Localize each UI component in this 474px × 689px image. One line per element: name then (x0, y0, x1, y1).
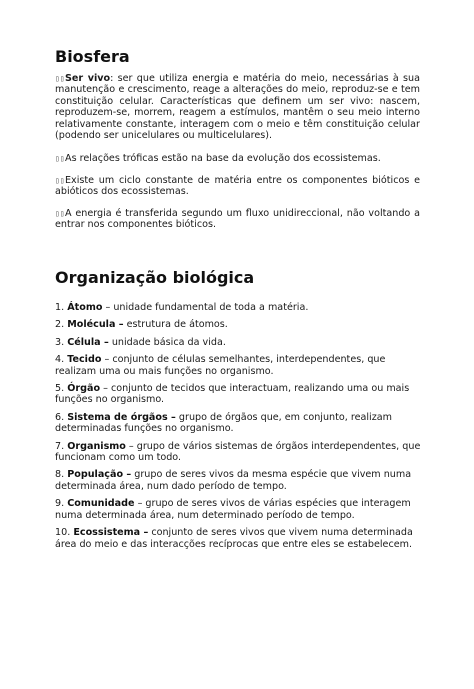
item-number: 9. (55, 498, 65, 510)
item-term: Átomo (67, 302, 103, 313)
bullet-glyph: ▯▯ (55, 154, 65, 163)
item-description: – grupo de seres vivos de várias espécies que interagem numa determinada área, num determinado período de tempo. (55, 498, 411, 521)
item-term: Ecossistema – (73, 527, 149, 539)
paragraph-text: As relações tróficas estão na base da evolução dos ecossistemas. (65, 153, 381, 164)
section-title-biosfera: Biosfera (55, 47, 130, 66)
list-item (55, 527, 425, 550)
paragraph-relacoes-troficas (55, 153, 420, 164)
paragraph-energia (55, 208, 420, 231)
item-description: – conjunto de tecidos que interactuam, realizando uma ou mais funções no organismo. (55, 383, 410, 406)
item-description: unidade básica da vida. (108, 336, 226, 348)
item-description: conjunto de seres vivos que vivem numa determinada área do meio e das interacções recíprocas que entre eles se estabelecem. (55, 527, 413, 550)
paragraph-text: A energia é transferida segundo um fluxo unidireccional, não voltando a entrar nos componentes bióticos. (55, 208, 420, 231)
item-description: – conjunto de células semelhantes, interdependentes, que realizam uma ou mais funções no organismo. (55, 354, 386, 377)
item-description: grupo de órgãos que, em conjunto, realizam determinadas funções no organismo. (55, 411, 392, 435)
item-number: 2. (55, 319, 65, 331)
item-number: 5. (55, 383, 65, 395)
item-description: grupo de seres vivos da mesma espécie que vivem numa determinada área, num dado período de tempo. (55, 469, 412, 492)
item-number: 7. (55, 440, 65, 452)
bullet-glyph: ▯▯ (55, 176, 65, 185)
item-number: 8. (55, 469, 65, 481)
list-item (55, 498, 425, 521)
paragraph-text: : ser que utiliza energia e matéria do meio, necessárias à sua manutenção e crescimento, reage a alterações do meio, reproduz-se e tem constituição celular. Características que definem um ser vivo: nascem, reproduzem-se, morrem, reagem a estímulos, mantêm o seu meio interno relativamente constante, interagem com o meio e têm constituição celular (podendo ser unicelulares ou multicelulares). (55, 73, 420, 142)
list-item (55, 302, 425, 313)
item-term: População – (67, 469, 132, 481)
list-item (55, 441, 425, 464)
item-number: 4. (55, 354, 65, 366)
item-term: Sistema de órgãos – (67, 411, 176, 423)
item-number: 10. (55, 527, 71, 539)
item-number: 6. (55, 411, 65, 423)
paragraph-ser-vivo (55, 73, 420, 141)
item-number: 1. (55, 302, 65, 313)
paragraph-ciclo-materia (55, 175, 420, 198)
term-ser-vivo: Ser vivo (65, 73, 111, 84)
item-term: Organismo (67, 440, 126, 452)
organization-levels-list (55, 302, 425, 556)
bullet-glyph: ▯▯ (55, 209, 65, 218)
list-item (55, 412, 425, 435)
list-item (55, 337, 425, 348)
item-number: 3. (55, 336, 65, 348)
list-item (55, 319, 425, 330)
list-item (55, 354, 425, 377)
list-item (55, 383, 425, 406)
bullet-glyph: ▯▯ (55, 74, 65, 83)
item-term: Comunidade (67, 498, 135, 510)
section-title-organizacao: Organização biológica (55, 268, 255, 287)
item-description: estrutura de átomos. (123, 319, 228, 331)
item-term: Tecido (67, 354, 102, 366)
item-description: – unidade fundamental de toda a matéria. (102, 302, 309, 313)
item-description: – grupo de vários sistemas de órgãos interdependentes, que funcionam como um todo. (55, 440, 421, 464)
item-term: Célula – (67, 336, 109, 348)
item-term: Molécula – (67, 319, 124, 331)
list-item (55, 469, 425, 492)
paragraph-text: Existe um ciclo constante de matéria entre os componentes bióticos e abióticos dos ecossistemas. (55, 175, 420, 198)
item-term: Órgão (67, 383, 101, 395)
